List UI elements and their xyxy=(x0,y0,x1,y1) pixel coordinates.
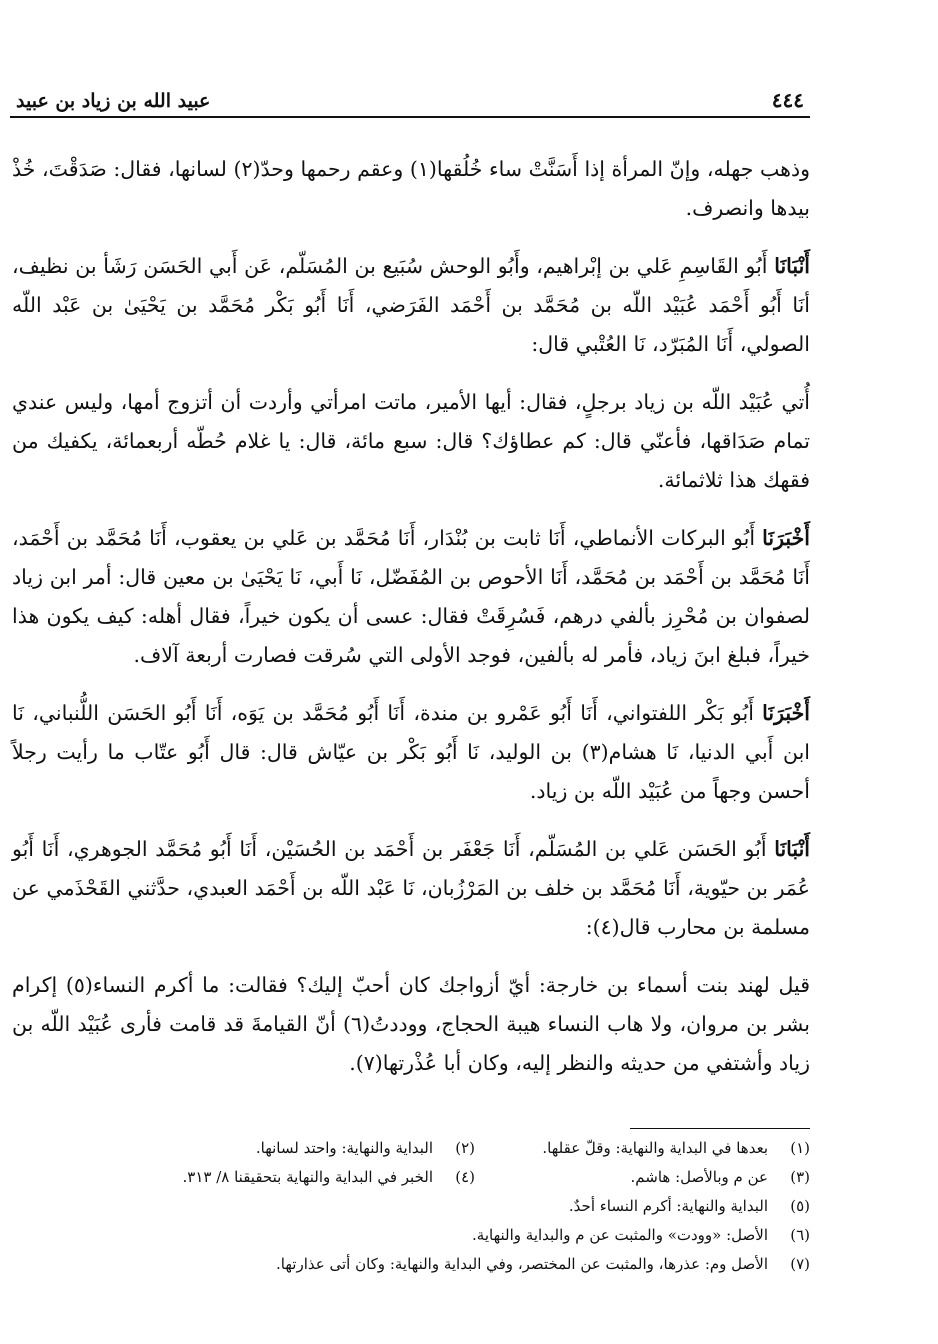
paragraph: أُتي عُبَيْد اللّه بن زياد برجلٍ، فقال: أيها الأمير، ماتت امرأتي وأردت أن أتزوج أمها، وليس عندي تمام صَدَاقها، فأعنّي قال: كم عطاؤك؟ قال: سبع مائة، قال: يا غلام حُطّه أربعمائة، يكفيك من فقهك هذا ثلاثمائة. xyxy=(12,390,810,492)
paragraph: قيل لهند بنت أسماء بن خارجة: أيّ أزواجك كان أحبّ إليك؟ فقالت: ما أكرم النساء(٥) إكرام بشر بن مروان، ولا هاب النساء هيبة الحجاج، ووددتُ(٦) أنّ القيامةَ قد قامت فأرى عُبَيْد اللّه بن زياد وأشتفي من حديثه والنظر إليه، وكان أبا عُذْرتها(٧). xyxy=(12,973,810,1075)
footnote-row xyxy=(140,1250,810,1279)
footnote: (٢) البداية والنهاية: واحتد لسانها. xyxy=(255,1139,475,1157)
main-text xyxy=(12,150,810,1102)
paragraph: أَخْبَرَنَا أَبُو البركات الأنماطي، أَنَا ثابت بن بُنْدَار، أَنَا مُحَمَّد بن عَلي بن يعقوب، أَنَا مُحَمَّد بن أَحْمَد، أَنَا مُحَمَّد بن أَحْمَد بن مُحَمَّد، أَنَا الأحوص بن المُفَضّل، نَا أَبي، نَا يَحْيَىٰ بن معين قال: أمر ابن زياد لصفوان بن مُحْرِز بألفي درهم، فَسُرِقَتْ فقال: عسى أن يكون خيراً، فقال أهله: كيف يكون هذا خيراً، فبلغ ابنَ زياد، فأمر له بألفين، فوجد الأولى التي سُرقت فصارت أربعة آلاف. xyxy=(12,526,810,667)
footnote: (٤) الخبر في البداية والنهاية بتحقيقنا ٨/ ٣١٣. xyxy=(182,1168,475,1186)
page-header xyxy=(10,84,810,118)
footnote: (٥) البداية والنهاية: أكرم النساء أحدٌ. xyxy=(568,1197,810,1215)
footnote-row xyxy=(140,1192,810,1221)
footnote: (٣) عن م وبالأصل: هاشم. xyxy=(630,1168,810,1186)
paragraph-lead-word: أَخْبَرَنَا xyxy=(762,701,810,725)
paragraph-lead-word: أَنْبَانَا xyxy=(774,837,810,861)
paragraph: وذهب جهله، وإنّ المرأة إذا أَسَنَّتْ ساء خُلُقها(١) وعقم رحمها وحدّ(٢) لسانها، فقال: صَدَقْتَ، خُذْ بيدها وانصرف. xyxy=(12,157,810,220)
paragraph: أَخْبَرَنَا أَبُو بَكْر اللفتواني، أَنَا أَبُو عَمْرو بن مندة، أَنَا أَبُو مُحَمَّد بن يَوَه، أَنَا أَبُو الحَسَن اللُّنباني، نَا ابن أَبي الدنيا، نَا هشام(٣) بن الوليد، نَا أَبُو بَكْر بن عيّاش قال: قال أَبُو عتّاب ما رأيت رجلاً أحسن وجهاً من عُبَيْد اللّه بن زياد. xyxy=(12,701,810,803)
footnote-row xyxy=(140,1134,810,1163)
footnote: (٦) الأصل: «وودت» والمثبت عن م والبداية والنهاية. xyxy=(472,1226,810,1244)
paragraph: أَنْبَانَا أَبُو القَاسِمِ عَلي بن إبْراهيم، وأَبُو الوحش سُبَيع بن المُسَلّم، عَن أَبي الحَسَن رَشَأ بن نظيف، أنَا أَبُو أَحْمَد عُبَيْد اللّه بن مُحَمَّد بن أَحْمَد الفَرَضي، أَنَا أَبُو بَكْر مُحَمَّد بن يَحْيَىٰ بن عَبْد اللّه الصولي، أَنَا المُبَرّد، نَا العُتْبي قال: xyxy=(12,254,810,356)
footnote: (٧) الأصل وم: عذرها، والمثبت عن المختصر، وفي البداية والنهاية: وكان أتى عذارتها. xyxy=(276,1255,810,1273)
paragraph-lead-word: أَنْبَانَا xyxy=(774,254,810,278)
footnotes xyxy=(140,1134,810,1279)
running-title: عبيد الله بن زياد بن عبيد xyxy=(16,90,211,112)
footnote-divider xyxy=(630,1128,810,1129)
page-number: ٤٤٤ xyxy=(771,88,804,112)
paragraph: أَنْبَانَا أَبُو الحَسَن عَلي بن المُسَلّم، أَنَا جَعْفَر بن أَحْمَد بن الحُسَيْن، أَنَا أَبُو مُحَمَّد الجوهري، أَنَا أَبُو عُمَر بن حيّوية، أَنَا مُحَمَّد بن خلف بن المَرْزُبان، نَا عَبْد اللّه بن أَحْمَد العبدي، حدَّثني القَحْذَمي عن مسلمة بن محارب قال(٤): xyxy=(12,837,810,939)
paragraph-lead-word: أَخْبَرَنَا xyxy=(762,526,810,550)
footnote-row xyxy=(140,1163,810,1192)
footnote-row xyxy=(140,1221,810,1250)
footnote: (١) بعدها في البداية والنهاية: وقلّ عقلها. xyxy=(542,1139,810,1157)
